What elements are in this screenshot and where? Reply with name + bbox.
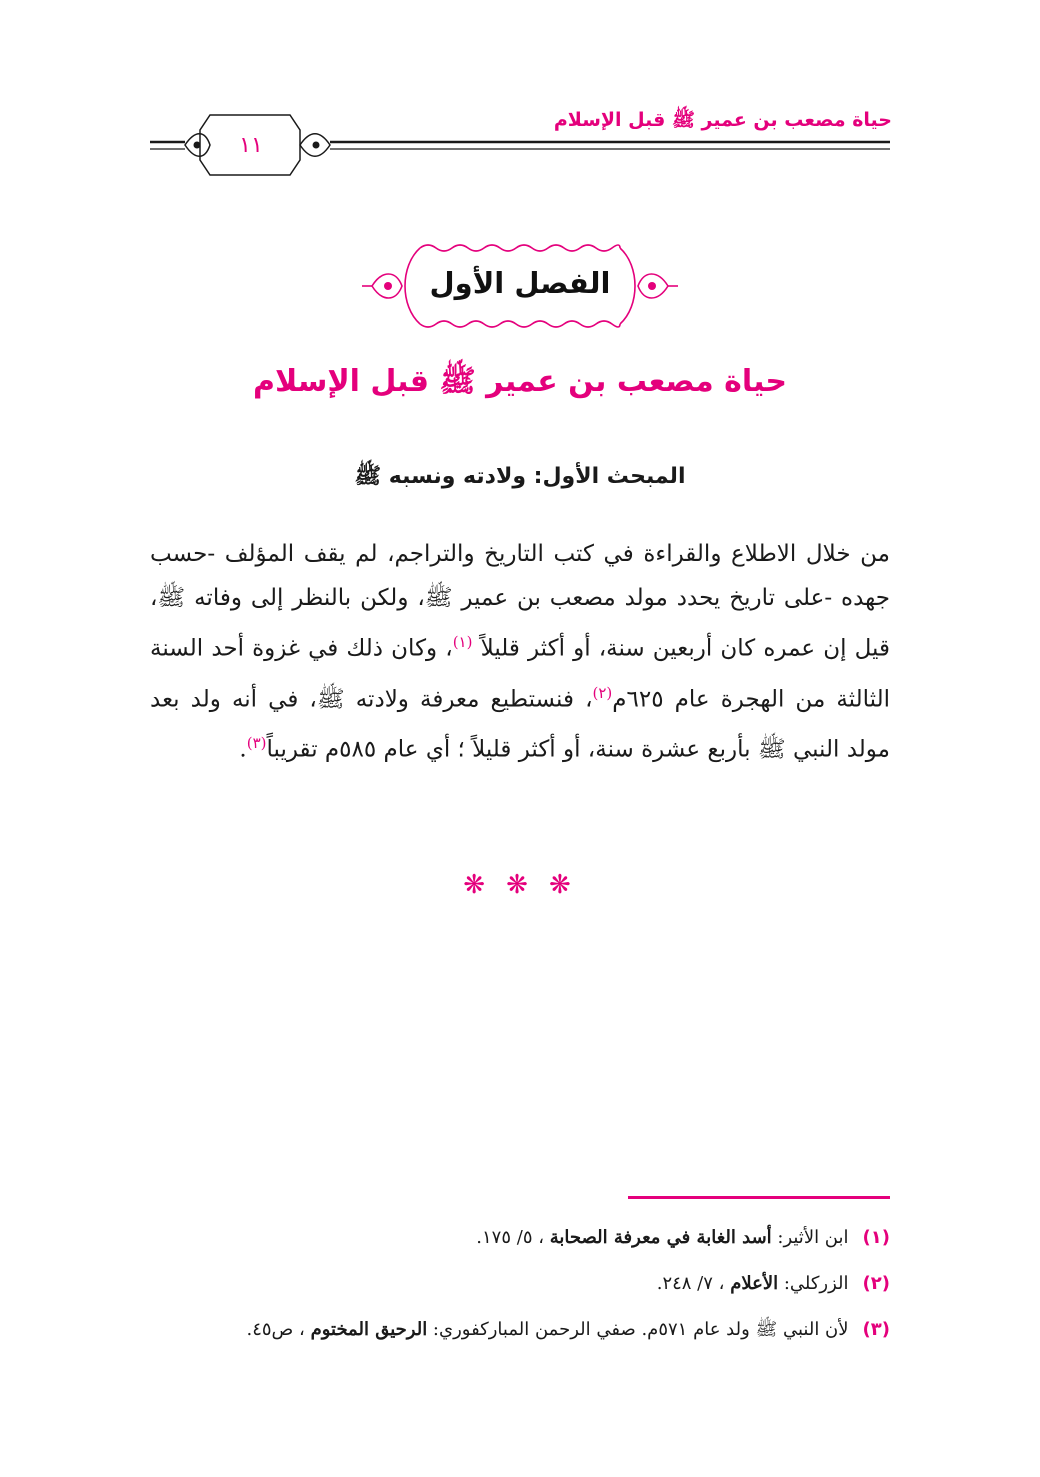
footnote-3	[150, 1308, 890, 1354]
chapter-title: الفصل الأول	[429, 266, 611, 300]
footnote-citation: ، ٧/ ٢٤٨.	[656, 1273, 731, 1294]
footnote-1	[150, 1216, 890, 1262]
footnote-ref-2: (٢)	[592, 683, 613, 702]
footnote-number: (١)	[862, 1227, 890, 1248]
footnote-number: (٣)	[862, 1319, 890, 1340]
page-number: ١١	[239, 133, 263, 158]
running-title: حياة مصعب بن عمير ﷺ قبل الإسلام	[553, 109, 892, 131]
footnote-source-title: أسد الغابة في معرفة الصحابة	[549, 1227, 772, 1248]
header-ornament	[0, 0, 1040, 200]
footnote-text: لأن النبي ﷺ ولد عام ٥٧١م. صفي الرحمن المباركفوري:	[427, 1319, 849, 1340]
body-text-part-2: ، وكان ذلك في غزوة أحد السنة الثالثة من الهجرة عام ٦٢٥م	[150, 635, 890, 713]
footnote-citation: ، ص٤٥.	[246, 1319, 311, 1340]
section-title: حياة مصعب بن عمير ﷺ قبل الإسلام	[253, 364, 787, 399]
footnote-citation: ، ٥/ ١٧٥.	[476, 1227, 550, 1248]
section-divider: ❋ ❋ ❋	[463, 870, 577, 900]
body-text-part-3: ، فنستطيع معرفة ولادته ﷺ، في أنه ولد بعد مولد النبي ﷺ بأربع عشرة سنة، أو أكثر قليلاً ؛ أي عام ٥٨٥م تقريباً	[150, 686, 890, 763]
footnote-2	[150, 1262, 890, 1308]
footnote-text: الزركلي:	[778, 1273, 849, 1294]
footnote-rule	[628, 1196, 890, 1199]
body-paragraph	[150, 532, 890, 772]
body-text-part-4: .	[239, 736, 247, 763]
footnote-source-title: الرحيق المختوم	[310, 1319, 428, 1340]
footnote-ref-1: (١)	[452, 633, 473, 651]
footnote-ref-3: (٣)	[246, 734, 267, 753]
footnote-source-title: الأعلام	[730, 1273, 779, 1294]
subsection-title: المبحث الأول: ولادته ونسبه ﷺ	[354, 464, 686, 489]
body-text-part-1: من خلال الاطلاع والقراءة في كتب التاريخ والتراجم، لم يقف المؤلف -حسب جهده -على تاريخ يحدد مولد مصعب بن عمير ﷺ، ولكن بالنظر إلى وفاته ﷺ، قيل إن عمره كان أربعين سنة، أو أكثر قليلاً	[150, 541, 890, 662]
footnote-text: ابن الأثير:	[771, 1227, 849, 1248]
footnotes	[150, 1216, 890, 1354]
footnote-number: (٢)	[862, 1273, 890, 1294]
